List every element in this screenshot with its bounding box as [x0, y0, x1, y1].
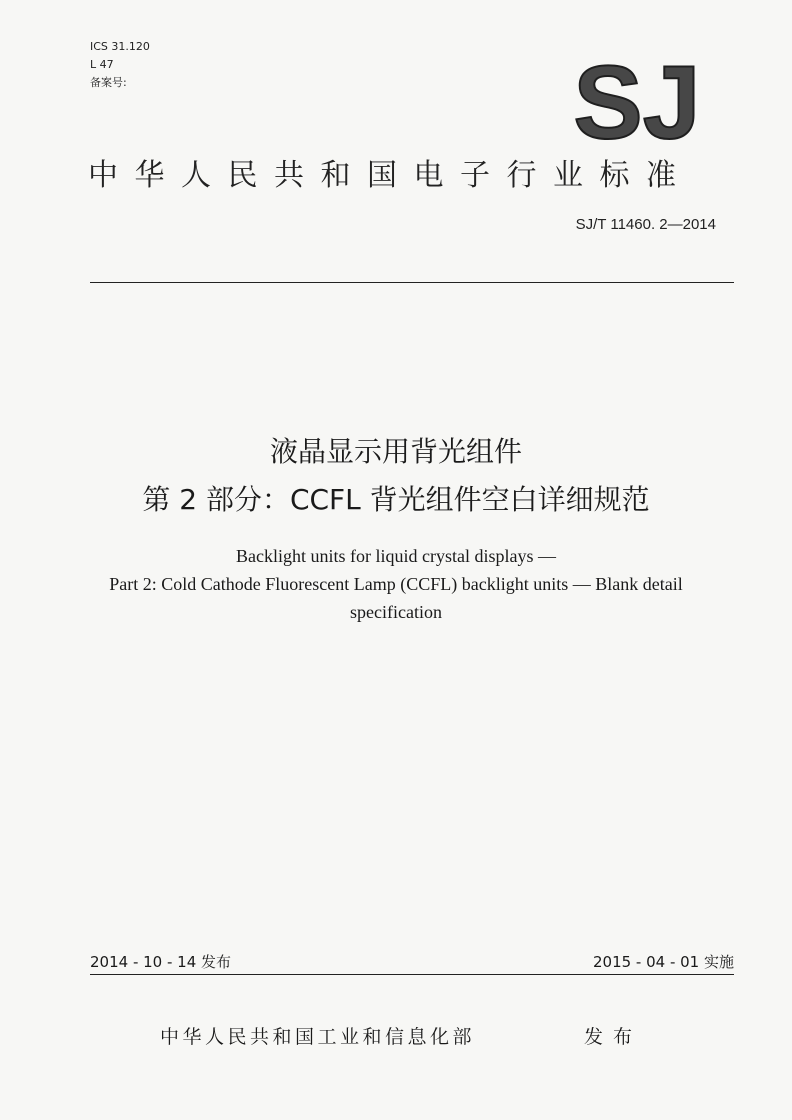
- classification-block: [90, 38, 150, 92]
- header-divider: [90, 282, 734, 283]
- standard-code: SJ/T 11460. 2—2014: [575, 216, 716, 233]
- implementation-date: 2015 - 04 - 01 实施: [592, 953, 734, 971]
- publish-label: 发布: [584, 1026, 643, 1048]
- record-number-label: 备案号:: [90, 76, 127, 89]
- english-title: [100, 542, 692, 626]
- chinese-title-line-1: 液晶显示用背光组件: [269, 435, 522, 468]
- sj-logo: [572, 58, 702, 144]
- class-code: L 47: [90, 58, 114, 71]
- chinese-title-line-2: 第 2 部分：CCFL 背光组件空白详细规范: [142, 483, 650, 516]
- footer-divider: [90, 974, 734, 975]
- publisher-name: 中华人民共和国工业和信息化部: [160, 1026, 476, 1048]
- sj-logo-text: SJ: [573, 58, 701, 144]
- english-title-line-1: Backlight units for liquid crystal displays —: [236, 546, 556, 566]
- english-title-line-3: specification: [350, 602, 442, 622]
- english-title-line-2: Part 2: Cold Cathode Fluorescent Lamp (CCFL) backlight units — Blank detail: [109, 574, 683, 594]
- ics-code: ICS 31.120: [90, 40, 150, 53]
- issue-date: 2014 - 10 - 14 发布: [90, 953, 232, 971]
- ministry-standard-title: 中华人民共和国电子行业标准: [88, 158, 693, 193]
